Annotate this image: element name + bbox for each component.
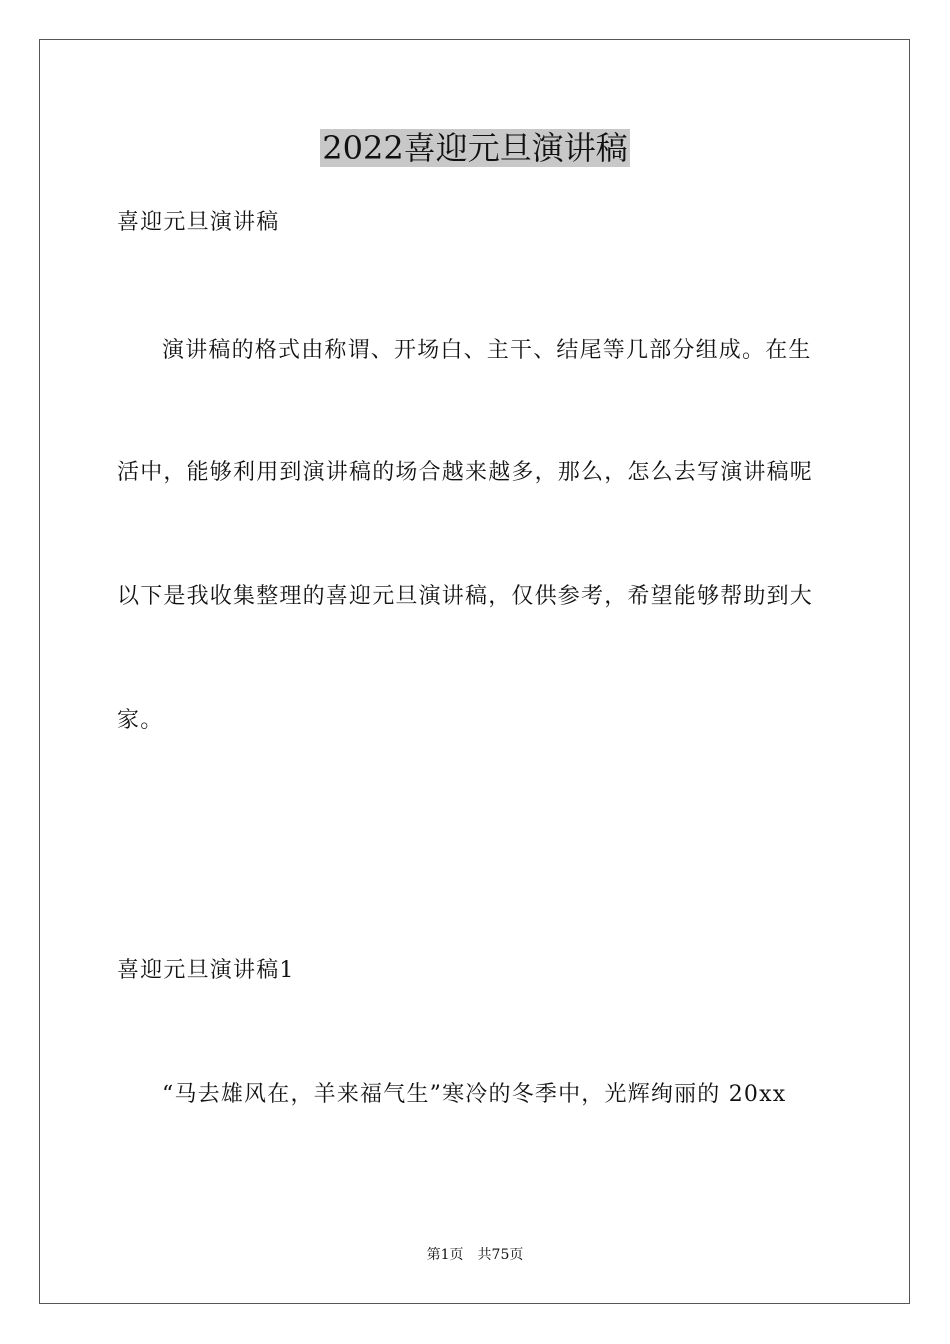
- subtitle-line: 喜迎元旦演讲稿: [117, 210, 280, 235]
- page-footer: [0, 1246, 950, 1264]
- paragraph-line: 以下是我收集整理的喜迎元旦演讲稿，仅供参考，希望能够帮助到大: [117, 584, 814, 609]
- document-title-text: 2022喜迎元旦演讲稿: [322, 129, 628, 167]
- page-number: 第1页: [426, 1247, 464, 1263]
- paragraph-line: “马去雄风在，羊来福气生”寒冷的冬季中，光辉绚丽的 20xx: [162, 1082, 787, 1107]
- section-heading: 喜迎元旦演讲稿1: [117, 958, 295, 983]
- paragraph-line: 活中，能够利用到演讲稿的场合越来越多，那么，怎么去写演讲稿呢: [117, 460, 814, 485]
- document-title: [0, 126, 950, 170]
- page-total: 共75页: [477, 1247, 524, 1263]
- paragraph-line: 家。: [117, 708, 164, 733]
- paragraph-line: 演讲稿的格式由称谓、开场白、主干、结尾等几部分组成。在生: [162, 338, 812, 363]
